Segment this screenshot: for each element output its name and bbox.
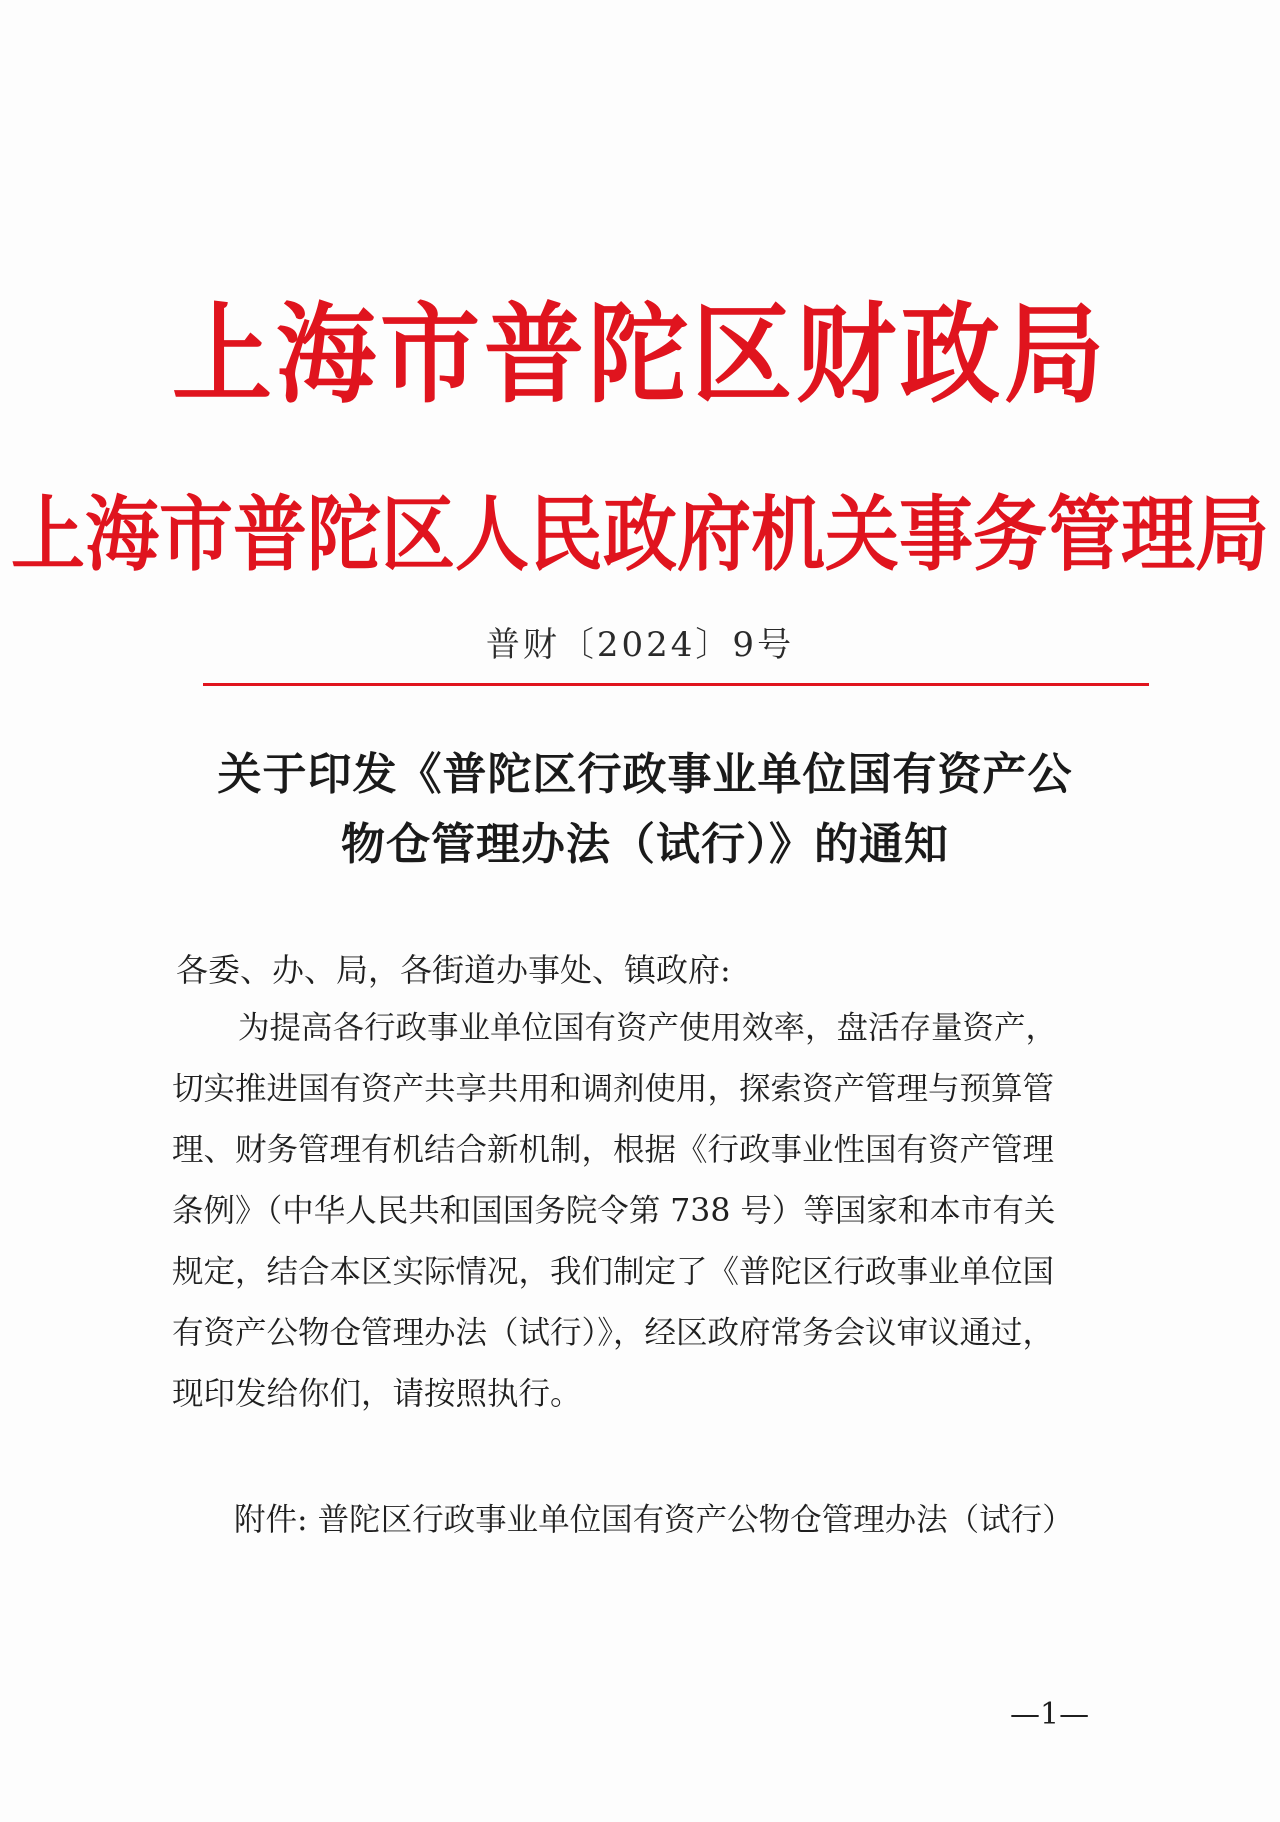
document-title-line-1: 关于印发《普陀区行政事业单位国有资产公 [217, 749, 1073, 800]
body-line: 现印发给你们，请按照执行。 [172, 1376, 582, 1412]
document-title [150, 740, 1140, 880]
document-number: 普财〔2024〕9号 [485, 625, 795, 665]
body-paragraph [172, 998, 1132, 1425]
body-line: 切实推进国有资产共享共用和调剂使用，探索资产管理与预算管 [172, 1071, 1055, 1107]
salutation: 各委、办、局，各街道办事处、镇政府: [176, 951, 731, 989]
attachment-note: 附件: 普陀区行政事业单位国有资产公物仓管理办法（试行） [234, 1502, 1074, 1538]
body-line: 理、财务管理有机结合新机制，根据《行政事业性国有资产管理 [172, 1132, 1055, 1168]
red-header-rule [203, 683, 1149, 686]
body-line: 条例》（中华人民共和国国务院令第 738 号）等国家和本市有关 [172, 1193, 1056, 1229]
body-line: 为提高各行政事业单位国有资产使用效率，盘活存量资产， [238, 1010, 1058, 1046]
document-title-line-2: 物仓管理办法（试行）》的通知 [341, 819, 949, 870]
issuer-secondary-header: 上海市普陀区人民政府机关事务管理局 [11, 487, 1269, 583]
issuer-primary-header: 上海市普陀区财政局 [172, 290, 1108, 419]
body-line: 有资产公物仓管理办法（试行）》，经区政府常务会议审议通过， [172, 1315, 1055, 1351]
body-line: 规定，结合本区实际情况，我们制定了《普陀区行政事业单位国 [172, 1254, 1055, 1290]
page-number: —1— [1010, 1697, 1090, 1732]
